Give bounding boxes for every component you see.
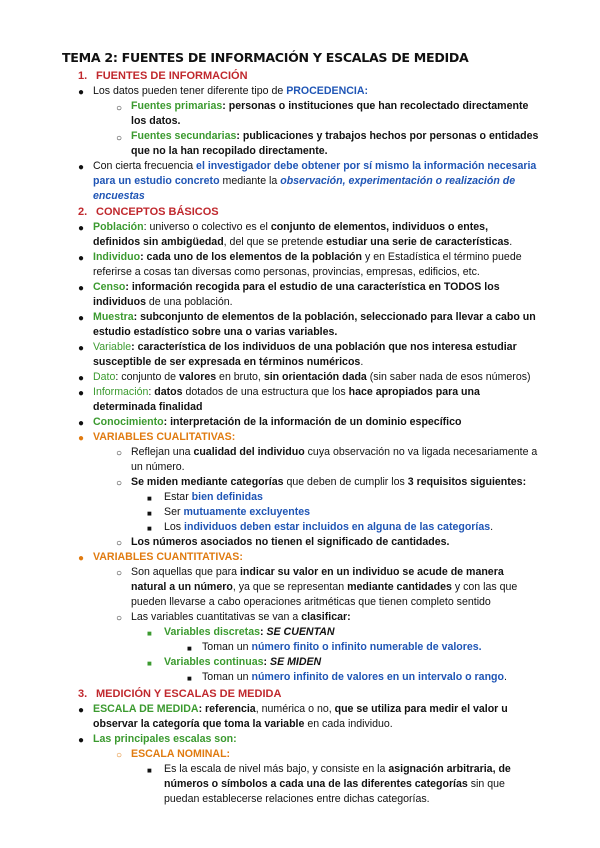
list-item: Fuentes primarias: personas o instituciones que han recolectado directamente [131,100,529,112]
circle-bullet-icon: ○ [116,613,123,624]
definition-individuo: Individuo: cada uno de los elementos de la población y en Estadística el término puede [93,251,522,263]
square-bullet-icon: ■ [147,524,152,533]
document-title: TEMA 2: FUENTES DE INFORMACIÓN Y ESCALAS DE MEDIDA [62,50,469,65]
bullet-icon: ● [78,313,85,324]
list-item: Variables continuas: SE MIDEN [164,656,322,668]
list-item: Los números asociados no tienen el significado de cantidades. [131,536,450,548]
bullet-icon: ● [78,162,85,173]
list-item-cont: definidos sin ambigüedad, del que se pretende estudiar una serie de características. [93,236,513,248]
bullet-icon: ● [78,735,85,746]
bullet-icon: ● [78,418,85,429]
bullet-icon: ● [78,87,85,98]
section-2-heading: 2. CONCEPTOS BÁSICOS [78,206,219,218]
list-item-cont: encuestas [93,190,145,202]
bullet-icon: ● [78,223,85,234]
square-bullet-icon: ■ [147,509,152,518]
list-item: Los datos pueden tener diferente tipo de PROCEDENCIA: [93,85,368,97]
list-item: Ser mutuamente excluyentes [164,506,311,518]
list-item: Las principales escalas son: [93,733,237,745]
definition-conocimiento: Conocimiento: interpretación de la información de un dominio específico [93,416,462,428]
list-item: Estar bien definidas [164,491,263,503]
list-item-cont: susceptible de ser expresada en términos numéricos. [93,356,364,368]
definition-censo: Censo: información recogida para el estudio de una característica en TODOS los [93,281,500,293]
list-item-cont: estudio estadístico sobre una o varias variables. [93,326,338,338]
square-bullet-icon: ■ [147,629,152,638]
list-item-cont: que no la han recopilado directamente. [131,145,328,157]
list-item-cont: pueden llevarse a cabo operaciones aritméticas que tienen completo sentido [131,596,491,608]
circle-bullet-icon: ○ [116,750,123,761]
bullet-icon: ● [78,343,85,354]
list-item-cont: para un estudio concreto mediante la observación, experimentación o realización de [93,175,516,187]
square-bullet-icon: ■ [147,766,152,775]
definition-variable: Variable: característica de los individuos de una población que nos interesa estudiar [93,341,517,353]
list-item: Los individuos deben estar incluidos en alguna de las categorías. [164,521,494,533]
circle-bullet-icon: ○ [116,478,123,489]
circle-bullet-icon: ○ [116,133,123,144]
bullet-icon: ● [78,283,85,294]
definition-muestra: Muestra: subconjunto de elementos de la población, seleccionado para llevar a cabo un [93,311,536,323]
escala-nominal-heading: ESCALA NOMINAL: [131,748,231,760]
bullet-icon: ● [78,433,85,444]
list-item: Las variables cuantitativas se van a clasificar: [131,611,351,623]
section-1-heading: 1. FUENTES DE INFORMACIÓN [78,70,248,82]
section-3-heading: 3. MEDICIÓN Y ESCALAS DE MEDIDA [78,688,282,700]
circle-bullet-icon: ○ [116,568,123,579]
circle-bullet-icon: ○ [116,448,123,459]
list-item: Reflejan una cualidad del individuo cuya observación no va ligada necesariamente a [131,446,538,458]
list-item-cont: referirse a cosas tan diversas como personas, provincias, empresas, edificios, etc. [93,266,480,278]
list-item: Fuentes secundarias: publicaciones y trabajos hechos por personas o entidades [131,130,539,142]
list-item-cont: los datos. [131,115,181,127]
definition-informacion: Información: datos dotados de una estructura que los hace apropiados para una [93,386,480,398]
definition-dato: Dato: conjunto de valores en bruto, sin orientación dada (sin saber nada de esos números) [93,371,531,383]
list-item-cont: determinada finalidad [93,401,203,413]
list-item-cont: natural a un número, ya que se representan mediante cantidades y con las que [131,581,518,593]
bullet-icon: ● [78,553,85,564]
bullet-icon: ● [78,253,85,264]
list-item: Variables discretas: SE CUENTAN [164,626,335,638]
list-item-cont: números o símbolos a cada una de las diferentes categorías sin que [164,778,505,790]
list-item: Es la escala de nivel más bajo, y consiste en la asignación arbitraria, de [164,763,511,775]
list-item: ESCALA DE MEDIDA: referencia, numérica o no, que se utiliza para medir el valor u [93,703,508,715]
circle-bullet-icon: ○ [116,538,123,549]
square-bullet-icon: ■ [187,644,192,653]
list-item: Toman un número finito o infinito numerable de valores. [202,641,482,653]
square-bullet-icon: ■ [147,494,152,503]
list-item-cont: individuos de una población. [93,296,233,308]
list-item: Con cierta frecuencia el investigador debe obtener por sí mismo la información necesaria [93,160,537,172]
variables-cualitativas-heading: VARIABLES CUALITATIVAS: [93,431,236,443]
variables-cuantitativas-heading: VARIABLES CUANTITATIVAS: [93,551,243,563]
bullet-icon: ● [78,705,85,716]
bullet-icon: ● [78,373,85,384]
square-bullet-icon: ■ [147,659,152,668]
list-item: Se miden mediante categorías que deben de cumplir los 3 requisitos siguientes: [131,476,527,488]
square-bullet-icon: ■ [187,674,192,683]
definition-poblacion: Población: universo o colectivo es el conjunto de elementos, individuos o entes, [93,221,489,233]
circle-bullet-icon: ○ [116,103,123,114]
list-item: Toman un número infinito de valores en un intervalo o rango. [202,671,507,683]
bullet-icon: ● [78,388,85,399]
list-item: Son aquellas que para indicar su valor en un individuo se acude de manera [131,566,504,578]
list-item-cont: puedan establecerse relaciones entre dichas categorías. [164,793,430,805]
list-item-cont: observar la categoría que toma la variable en cada individuo. [93,718,393,730]
list-item-cont: un número. [131,461,185,473]
